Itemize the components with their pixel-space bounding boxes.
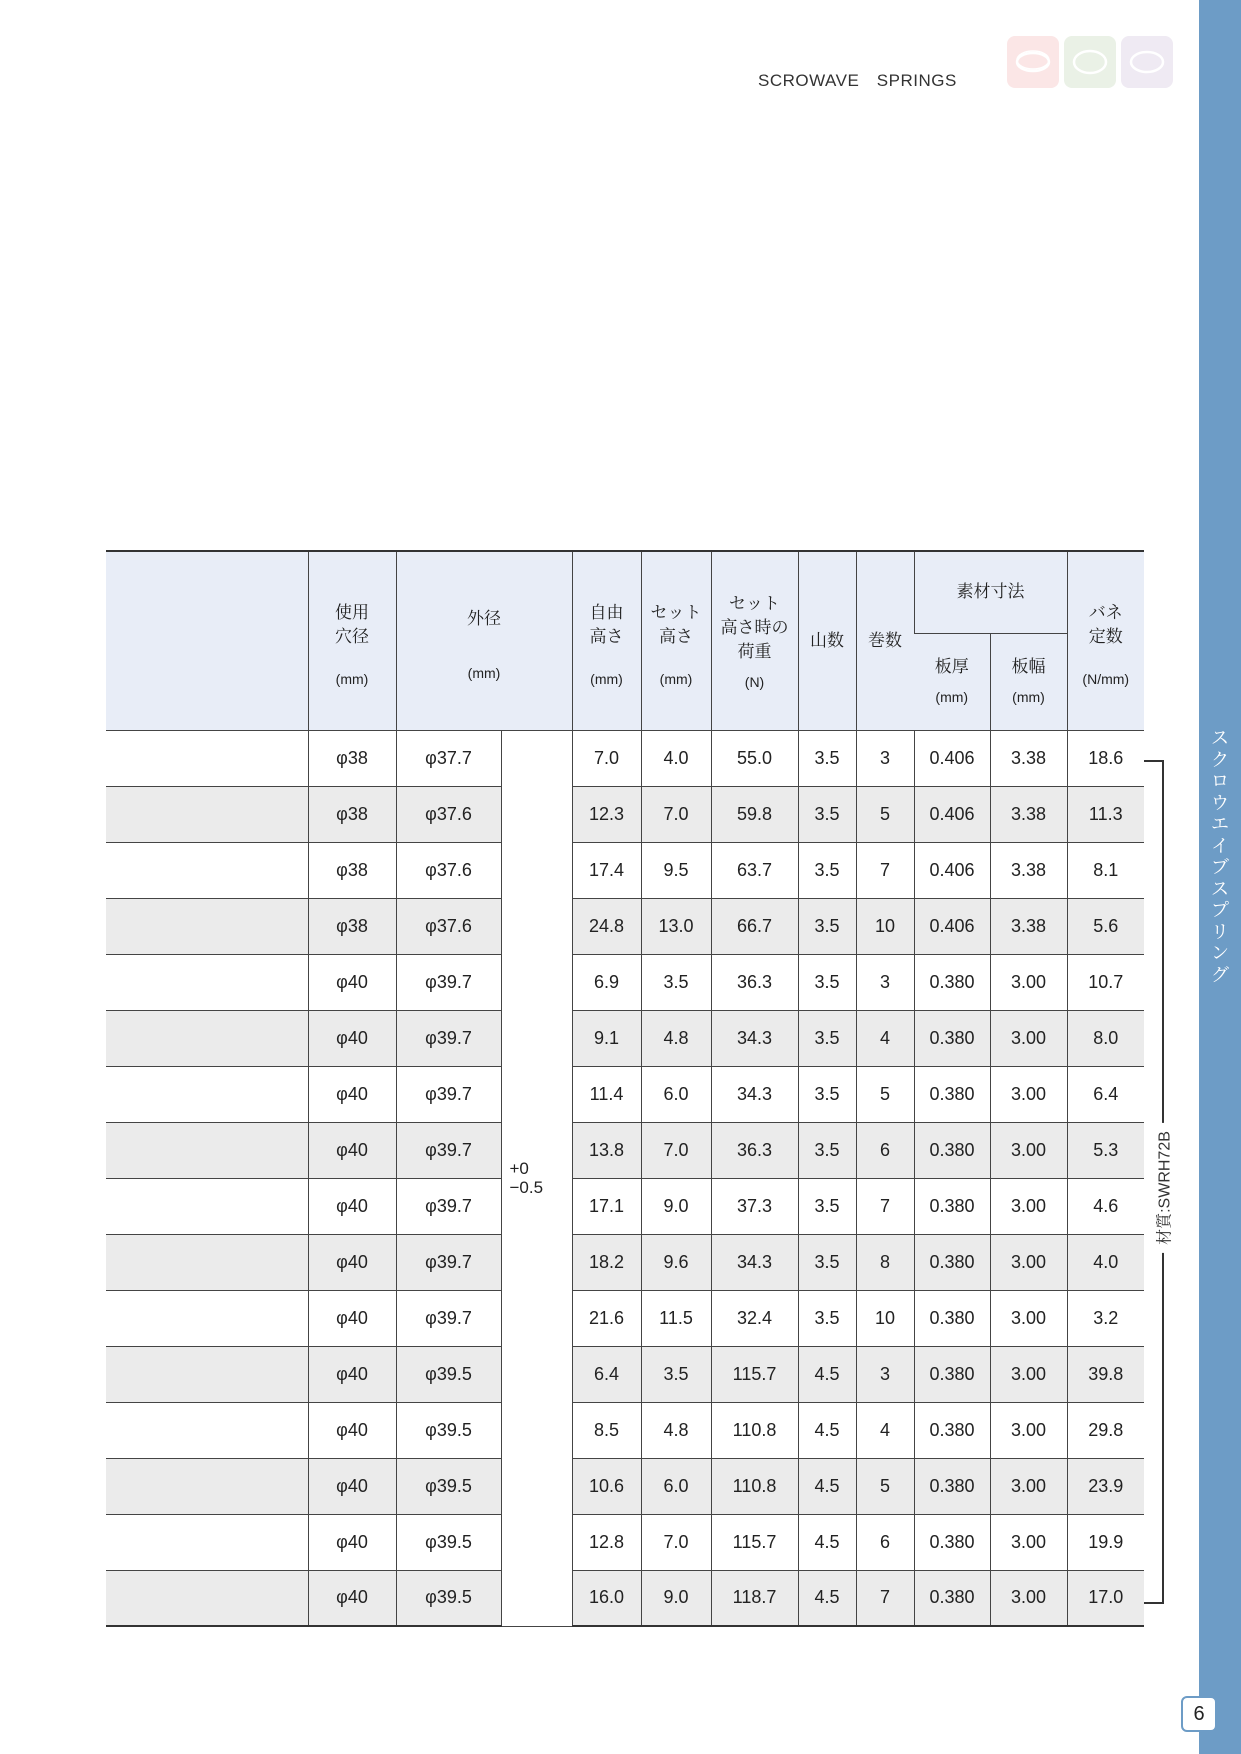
hole-dia-cell: φ40 <box>308 1346 396 1402</box>
width-cell: 3.00 <box>990 1122 1067 1178</box>
set-height-cell: 4.8 <box>641 1010 711 1066</box>
thickness-cell: 0.380 <box>914 1290 990 1346</box>
set-height-cell: 13.0 <box>641 898 711 954</box>
header-set-height-unit: (mm) <box>659 670 693 687</box>
header-set-load <box>711 551 798 730</box>
thickness-cell: 0.380 <box>914 1514 990 1570</box>
spring-rate-cell: 19.9 <box>1067 1514 1144 1570</box>
side-label-char: リ <box>1211 921 1229 943</box>
spring-rate-cell: 39.8 <box>1067 1346 1144 1402</box>
purple-spiral-ring-icon <box>1121 36 1173 88</box>
header-set-height <box>641 551 711 730</box>
spring-rate-cell: 29.8 <box>1067 1402 1144 1458</box>
side-label-char: ン <box>1211 943 1229 964</box>
set-height-cell: 9.5 <box>641 842 711 898</box>
waves-cell: 3.5 <box>798 1234 856 1290</box>
outer-dia-cell: φ39.7 <box>396 1122 501 1178</box>
side-label-char: ウ <box>1211 792 1229 814</box>
thickness-cell: 0.406 <box>914 842 990 898</box>
product-logo-group <box>1007 36 1173 88</box>
hole-dia-cell: φ40 <box>308 1066 396 1122</box>
outer-dia-cell: φ39.5 <box>396 1514 501 1570</box>
turns-cell: 4 <box>856 1010 914 1066</box>
row-label-cell <box>106 1066 308 1122</box>
free-height-cell: 11.4 <box>572 1066 641 1122</box>
side-label-char: ブ <box>1211 857 1229 878</box>
material-note: 材質:SWRH72B <box>1152 1123 1175 1253</box>
set-height-cell: 6.0 <box>641 1066 711 1122</box>
turns-cell: 7 <box>856 1570 914 1626</box>
header-width-label: 板幅 <box>1011 656 1046 676</box>
free-height-cell: 7.0 <box>572 730 641 786</box>
set-load-cell: 110.8 <box>711 1458 798 1514</box>
spec-table <box>106 550 1144 1627</box>
header-spring-rate <box>1067 551 1144 730</box>
turns-cell: 3 <box>856 730 914 786</box>
set-height-cell: 9.0 <box>641 1178 711 1234</box>
waves-cell: 4.5 <box>798 1458 856 1514</box>
turns-cell: 5 <box>856 1458 914 1514</box>
header-waves-label: 山数 <box>810 630 844 650</box>
spring-rate-cell: 4.0 <box>1067 1234 1144 1290</box>
spring-rate-cell: 18.6 <box>1067 730 1144 786</box>
waves-cell: 4.5 <box>798 1570 856 1626</box>
set-height-cell: 3.5 <box>641 1346 711 1402</box>
free-height-cell: 6.4 <box>572 1346 641 1402</box>
set-load-cell: 34.3 <box>711 1010 798 1066</box>
table-row <box>106 842 1144 898</box>
width-cell: 3.00 <box>990 1570 1067 1626</box>
side-label-char: プ <box>1211 900 1229 921</box>
header-hole-dia-label: 使用 穴径 <box>335 602 369 646</box>
set-height-cell: 6.0 <box>641 1458 711 1514</box>
outer-dia-cell: φ39.5 <box>396 1346 501 1402</box>
waves-cell: 4.5 <box>798 1402 856 1458</box>
row-label-cell <box>106 1570 308 1626</box>
table-row <box>106 1234 1144 1290</box>
row-label-cell <box>106 1402 308 1458</box>
row-label-cell <box>106 1122 308 1178</box>
header-hole-dia-unit: (mm) <box>335 670 369 687</box>
waves-cell: 3.5 <box>798 954 856 1010</box>
outer-dia-cell: φ39.7 <box>396 1010 501 1066</box>
waves-cell: 3.5 <box>798 842 856 898</box>
side-section-label <box>1199 728 1241 986</box>
turns-cell: 5 <box>856 786 914 842</box>
row-label-cell <box>106 1178 308 1234</box>
width-cell: 3.00 <box>990 1402 1067 1458</box>
thickness-cell: 0.380 <box>914 1178 990 1234</box>
thickness-cell: 0.406 <box>914 730 990 786</box>
table-row <box>106 1122 1144 1178</box>
thickness-cell: 0.380 <box>914 954 990 1010</box>
spring-rate-cell: 23.9 <box>1067 1458 1144 1514</box>
row-label-cell <box>106 1458 308 1514</box>
waves-cell: 3.5 <box>798 1010 856 1066</box>
free-height-cell: 24.8 <box>572 898 641 954</box>
thickness-cell: 0.380 <box>914 1234 990 1290</box>
outer-dia-cell: φ37.6 <box>396 842 501 898</box>
row-label-cell <box>106 954 308 1010</box>
width-cell: 3.00 <box>990 1066 1067 1122</box>
thickness-cell: 0.380 <box>914 1010 990 1066</box>
width-cell: 3.00 <box>990 1290 1067 1346</box>
set-load-cell: 59.8 <box>711 786 798 842</box>
hole-dia-cell: φ40 <box>308 1122 396 1178</box>
table-row <box>106 1066 1144 1122</box>
set-load-cell: 115.7 <box>711 1346 798 1402</box>
header-free-height <box>572 551 641 730</box>
header-spring-rate-label: バネ 定数 <box>1088 602 1123 646</box>
width-cell: 3.38 <box>990 730 1067 786</box>
hole-dia-cell: φ40 <box>308 1178 396 1234</box>
header-outer-dia-label: 外径 <box>467 608 501 628</box>
side-label-char: グ <box>1211 964 1229 986</box>
waves-cell: 3.5 <box>798 730 856 786</box>
set-height-cell: 9.0 <box>641 1570 711 1626</box>
red-wave-ring-icon <box>1007 36 1059 88</box>
page-number: 6 <box>1181 1696 1217 1732</box>
width-cell: 3.00 <box>990 1346 1067 1402</box>
outer-dia-cell: φ37.7 <box>396 730 501 786</box>
hole-dia-cell: φ38 <box>308 898 396 954</box>
hole-dia-cell: φ40 <box>308 1290 396 1346</box>
set-load-cell: 34.3 <box>711 1234 798 1290</box>
set-height-cell: 4.8 <box>641 1402 711 1458</box>
set-load-cell: 36.3 <box>711 954 798 1010</box>
side-label-char: エ <box>1211 814 1229 835</box>
free-height-cell: 12.3 <box>572 786 641 842</box>
tolerance-plus: +0 <box>509 1159 529 1178</box>
header-turns-label: 巻数 <box>868 630 902 650</box>
turns-cell: 3 <box>856 954 914 1010</box>
width-cell: 3.38 <box>990 898 1067 954</box>
turns-cell: 10 <box>856 898 914 954</box>
width-cell: 3.00 <box>990 1234 1067 1290</box>
table-row <box>106 1570 1144 1626</box>
outer-dia-cell: φ39.5 <box>396 1402 501 1458</box>
thickness-cell: 0.406 <box>914 786 990 842</box>
free-height-cell: 21.6 <box>572 1290 641 1346</box>
turns-cell: 5 <box>856 1066 914 1122</box>
green-ring-icon <box>1064 36 1116 88</box>
row-label-cell <box>106 1234 308 1290</box>
outer-dia-cell: φ39.5 <box>396 1458 501 1514</box>
set-height-cell: 11.5 <box>641 1290 711 1346</box>
set-height-cell: 7.0 <box>641 786 711 842</box>
table-row <box>106 898 1144 954</box>
row-label-cell <box>106 786 308 842</box>
spring-rate-cell: 11.3 <box>1067 786 1144 842</box>
waves-cell: 3.5 <box>798 1122 856 1178</box>
table-row <box>106 1290 1144 1346</box>
table-row <box>106 1346 1144 1402</box>
hole-dia-cell: φ38 <box>308 730 396 786</box>
thickness-cell: 0.380 <box>914 1402 990 1458</box>
free-height-cell: 18.2 <box>572 1234 641 1290</box>
spring-rate-cell: 6.4 <box>1067 1066 1144 1122</box>
turns-cell: 4 <box>856 1402 914 1458</box>
set-load-cell: 32.4 <box>711 1290 798 1346</box>
table-row <box>106 1402 1144 1458</box>
bracket-bottom-tick <box>1144 1602 1164 1604</box>
set-load-cell: 34.3 <box>711 1066 798 1122</box>
waves-cell: 3.5 <box>798 786 856 842</box>
spring-rate-cell: 5.3 <box>1067 1122 1144 1178</box>
width-cell: 3.00 <box>990 1178 1067 1234</box>
thickness-cell: 0.380 <box>914 1122 990 1178</box>
header-thickness <box>914 633 990 730</box>
row-label-cell <box>106 730 308 786</box>
table-row <box>106 1458 1144 1514</box>
spring-rate-cell: 8.1 <box>1067 842 1144 898</box>
side-label-char: ス <box>1211 878 1229 900</box>
page-header-title: SCROWAVE SPRINGS <box>758 71 957 90</box>
waves-cell: 4.5 <box>798 1514 856 1570</box>
header-width <box>990 633 1067 730</box>
header-spring-rate-unit: (N/mm) <box>1082 670 1130 687</box>
free-height-cell: 17.1 <box>572 1178 641 1234</box>
set-load-cell: 110.8 <box>711 1402 798 1458</box>
hole-dia-cell: φ40 <box>308 1514 396 1570</box>
tolerance-minus: −0.5 <box>509 1178 544 1197</box>
set-load-cell: 66.7 <box>711 898 798 954</box>
row-label-cell <box>106 898 308 954</box>
hole-dia-cell: φ40 <box>308 1010 396 1066</box>
spring-rate-cell: 3.2 <box>1067 1290 1144 1346</box>
row-label-cell <box>106 1514 308 1570</box>
hole-dia-cell: φ38 <box>308 842 396 898</box>
width-cell: 3.38 <box>990 786 1067 842</box>
table-row <box>106 730 1144 786</box>
side-label-char: ス <box>1211 728 1229 749</box>
waves-cell: 3.5 <box>798 1178 856 1234</box>
set-height-cell: 7.0 <box>641 1122 711 1178</box>
header-material-dims: 素材寸法 <box>914 551 1067 633</box>
free-height-cell: 16.0 <box>572 1570 641 1626</box>
spring-rate-cell: 10.7 <box>1067 954 1144 1010</box>
width-cell: 3.00 <box>990 1458 1067 1514</box>
width-cell: 3.00 <box>990 1010 1067 1066</box>
outer-dia-cell: φ37.6 <box>396 898 501 954</box>
waves-cell: 4.5 <box>798 1346 856 1402</box>
spring-rate-cell: 8.0 <box>1067 1010 1144 1066</box>
outer-dia-cell: φ39.7 <box>396 1234 501 1290</box>
row-label-cell <box>106 1346 308 1402</box>
outer-dia-cell: φ39.7 <box>396 1066 501 1122</box>
table-row <box>106 1178 1144 1234</box>
free-height-cell: 10.6 <box>572 1458 641 1514</box>
header-thickness-unit: (mm) <box>935 688 969 705</box>
set-load-cell: 37.3 <box>711 1178 798 1234</box>
spring-rate-cell: 5.6 <box>1067 898 1144 954</box>
table-row <box>106 1010 1144 1066</box>
header-set-load-unit: (N) <box>744 673 765 690</box>
free-height-cell: 8.5 <box>572 1402 641 1458</box>
set-load-cell: 55.0 <box>711 730 798 786</box>
set-height-cell: 9.6 <box>641 1234 711 1290</box>
header-thickness-label: 板厚 <box>934 656 969 676</box>
spring-rate-cell: 17.0 <box>1067 1570 1144 1626</box>
set-height-cell: 3.5 <box>641 954 711 1010</box>
hole-dia-cell: φ40 <box>308 1402 396 1458</box>
table-row <box>106 786 1144 842</box>
header-outer-dia <box>396 551 572 730</box>
row-label-cell <box>106 1290 308 1346</box>
tolerance-cell <box>501 730 572 1626</box>
thickness-cell: 0.406 <box>914 898 990 954</box>
outer-dia-cell: φ39.7 <box>396 954 501 1010</box>
waves-cell: 3.5 <box>798 1066 856 1122</box>
side-label-char: ク <box>1211 749 1229 771</box>
spring-rate-cell: 4.6 <box>1067 1178 1144 1234</box>
set-load-cell: 36.3 <box>711 1122 798 1178</box>
side-label-char: イ <box>1211 835 1229 857</box>
set-height-cell: 7.0 <box>641 1514 711 1570</box>
header-set-height-label: セット 高さ <box>650 602 702 646</box>
turns-cell: 8 <box>856 1234 914 1290</box>
set-load-cell: 115.7 <box>711 1514 798 1570</box>
header-turns <box>856 551 914 730</box>
thickness-cell: 0.380 <box>914 1458 990 1514</box>
tolerance-value <box>510 1159 544 1197</box>
set-load-cell: 118.7 <box>711 1570 798 1626</box>
table-row <box>106 954 1144 1010</box>
width-cell: 3.00 <box>990 954 1067 1010</box>
outer-dia-cell: φ39.5 <box>396 1570 501 1626</box>
hole-dia-cell: φ40 <box>308 954 396 1010</box>
free-height-cell: 12.8 <box>572 1514 641 1570</box>
header-free-height-unit: (mm) <box>590 670 623 687</box>
set-load-cell: 63.7 <box>711 842 798 898</box>
header-hole-dia <box>308 551 396 730</box>
turns-cell: 3 <box>856 1346 914 1402</box>
width-cell: 3.38 <box>990 842 1067 898</box>
row-label-cell <box>106 1010 308 1066</box>
turns-cell: 10 <box>856 1290 914 1346</box>
waves-cell: 3.5 <box>798 898 856 954</box>
turns-cell: 6 <box>856 1514 914 1570</box>
side-label-char: ロ <box>1211 771 1229 792</box>
header-width-unit: (mm) <box>1012 688 1045 705</box>
width-cell: 3.00 <box>990 1514 1067 1570</box>
header-free-height-label: 自由 高さ <box>589 602 624 646</box>
outer-dia-cell: φ37.6 <box>396 786 501 842</box>
table-row <box>106 1514 1144 1570</box>
outer-dia-cell: φ39.7 <box>396 1178 501 1234</box>
header-outer-dia-unit: (mm) <box>467 664 501 681</box>
free-height-cell: 6.9 <box>572 954 641 1010</box>
free-height-cell: 13.8 <box>572 1122 641 1178</box>
header-blank <box>106 551 308 730</box>
free-height-cell: 17.4 <box>572 842 641 898</box>
waves-cell: 3.5 <box>798 1290 856 1346</box>
row-label-cell <box>106 842 308 898</box>
header-waves <box>798 551 856 730</box>
header-set-load-label: セット 高さ時の 荷重 <box>720 593 789 661</box>
set-height-cell: 4.0 <box>641 730 711 786</box>
thickness-cell: 0.380 <box>914 1570 990 1626</box>
free-height-cell: 9.1 <box>572 1010 641 1066</box>
turns-cell: 6 <box>856 1122 914 1178</box>
turns-cell: 7 <box>856 842 914 898</box>
bracket-top-tick <box>1144 760 1164 762</box>
outer-dia-cell: φ39.7 <box>396 1290 501 1346</box>
thickness-cell: 0.380 <box>914 1066 990 1122</box>
hole-dia-cell: φ40 <box>308 1570 396 1626</box>
thickness-cell: 0.380 <box>914 1346 990 1402</box>
hole-dia-cell: φ38 <box>308 786 396 842</box>
hole-dia-cell: φ40 <box>308 1234 396 1290</box>
turns-cell: 7 <box>856 1178 914 1234</box>
hole-dia-cell: φ40 <box>308 1458 396 1514</box>
